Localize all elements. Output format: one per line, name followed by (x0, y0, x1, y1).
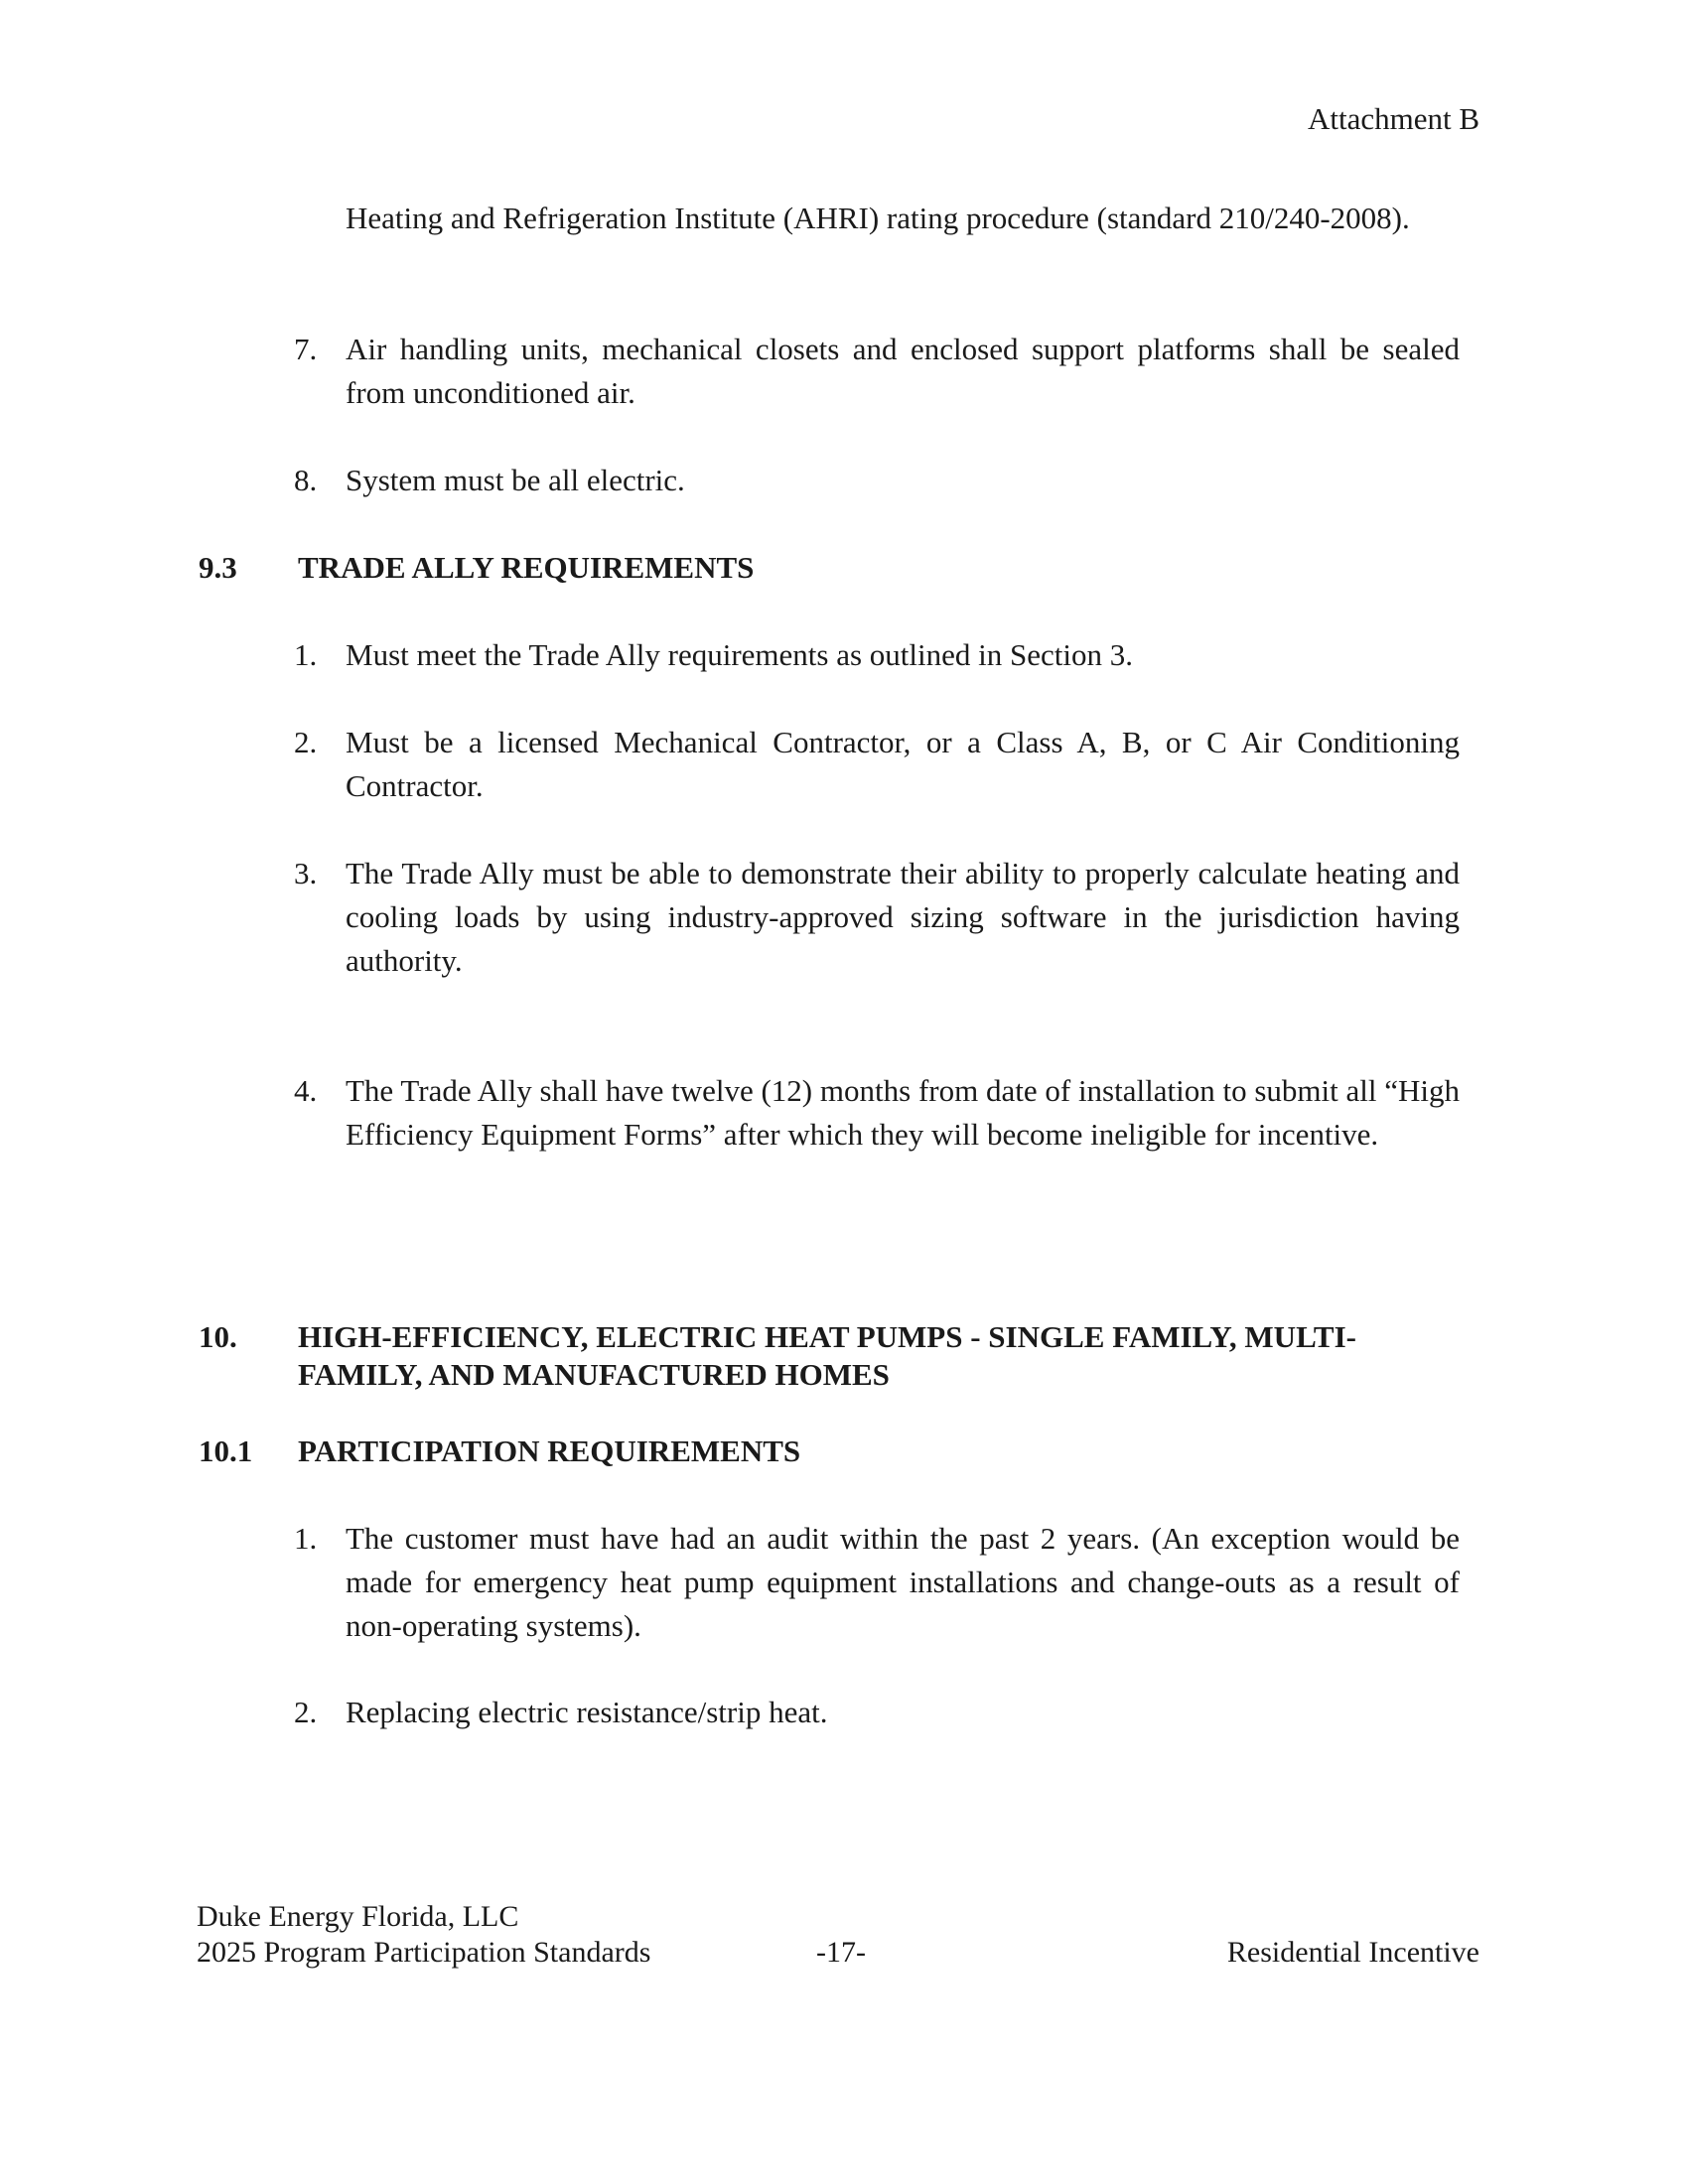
list-item-text: System must be all electric. (346, 463, 685, 497)
list-item-number: 2. (294, 1695, 318, 1729)
trade-ally-item-1 (294, 633, 1460, 677)
section-10-1-heading (199, 1433, 1460, 1470)
section-number: 10.1 (199, 1433, 253, 1468)
list-item-text: The Trade Ally must be able to demonstrate their ability to properly calculate heating and cooling loads by using industry-approved sizing software in the jurisdiction having authority. (346, 856, 1460, 978)
trade-ally-item-3 (294, 852, 1460, 983)
footer-page-number: -17- (816, 1936, 866, 1969)
list-item-number: 4. (294, 1073, 318, 1108)
list-item-text: Must meet the Trade Ally requirements as outlined in Section 3. (346, 637, 1133, 672)
section-title: PARTICIPATION REQUIREMENTS (298, 1433, 801, 1468)
list-item-text: The Trade Ally shall have twelve (12) months from date of installation to submit all “High Efficiency Equipment Forms” after which they will become ineligible for incentive. (346, 1073, 1460, 1152)
footer-document-title: 2025 Program Participation Standards (197, 1936, 651, 1969)
attachment-label: Attachment B (1307, 101, 1479, 136)
list-item-7 (294, 328, 1460, 415)
list-item-text: The customer must have had an audit within the past 2 years. (An exception would be made for emergency heat pump equipment installations and change-outs as a result of non-operating systems). (346, 1521, 1460, 1643)
list-item-8 (294, 459, 1460, 502)
section-10-heading (199, 1318, 1460, 1394)
list-item-text: Air handling units, mechanical closets and enclosed support platforms shall be sealed from unconditioned air. (346, 332, 1460, 410)
list-item-number: 8. (294, 463, 318, 497)
list-item-number: 7. (294, 332, 318, 366)
list-item-number: 1. (294, 637, 318, 672)
trade-ally-item-2 (294, 721, 1460, 808)
list-item-text: Must be a licensed Mechanical Contractor, or a Class A, B, or C Air Conditioning Contractor. (346, 725, 1460, 803)
section-title: HIGH-EFFICIENCY, ELECTRIC HEAT PUMPS - SINGLE FAMILY, MULTI-FAMILY, AND MANUFACTURED HOMES (298, 1319, 1356, 1392)
participation-item-2 (294, 1691, 1460, 1734)
trade-ally-item-4 (294, 1069, 1460, 1157)
list-item-number: 2. (294, 725, 318, 759)
section-number: 9.3 (199, 550, 237, 585)
continuation-paragraph: Heating and Refrigeration Institute (AHRI) rating procedure (standard 210/240-2008). (346, 201, 1410, 235)
section-number: 10. (199, 1319, 237, 1354)
footer-company: Duke Energy Florida, LLC (197, 1900, 519, 1933)
section-title: TRADE ALLY REQUIREMENTS (298, 550, 755, 585)
list-item-text: Replacing electric resistance/strip heat. (346, 1695, 828, 1729)
section-9-3-heading (199, 549, 1460, 587)
list-item-number: 3. (294, 856, 318, 890)
list-item-number: 1. (294, 1521, 318, 1556)
footer-program-name: Residential Incentive (1226, 1936, 1479, 1969)
participation-item-1 (294, 1517, 1460, 1648)
